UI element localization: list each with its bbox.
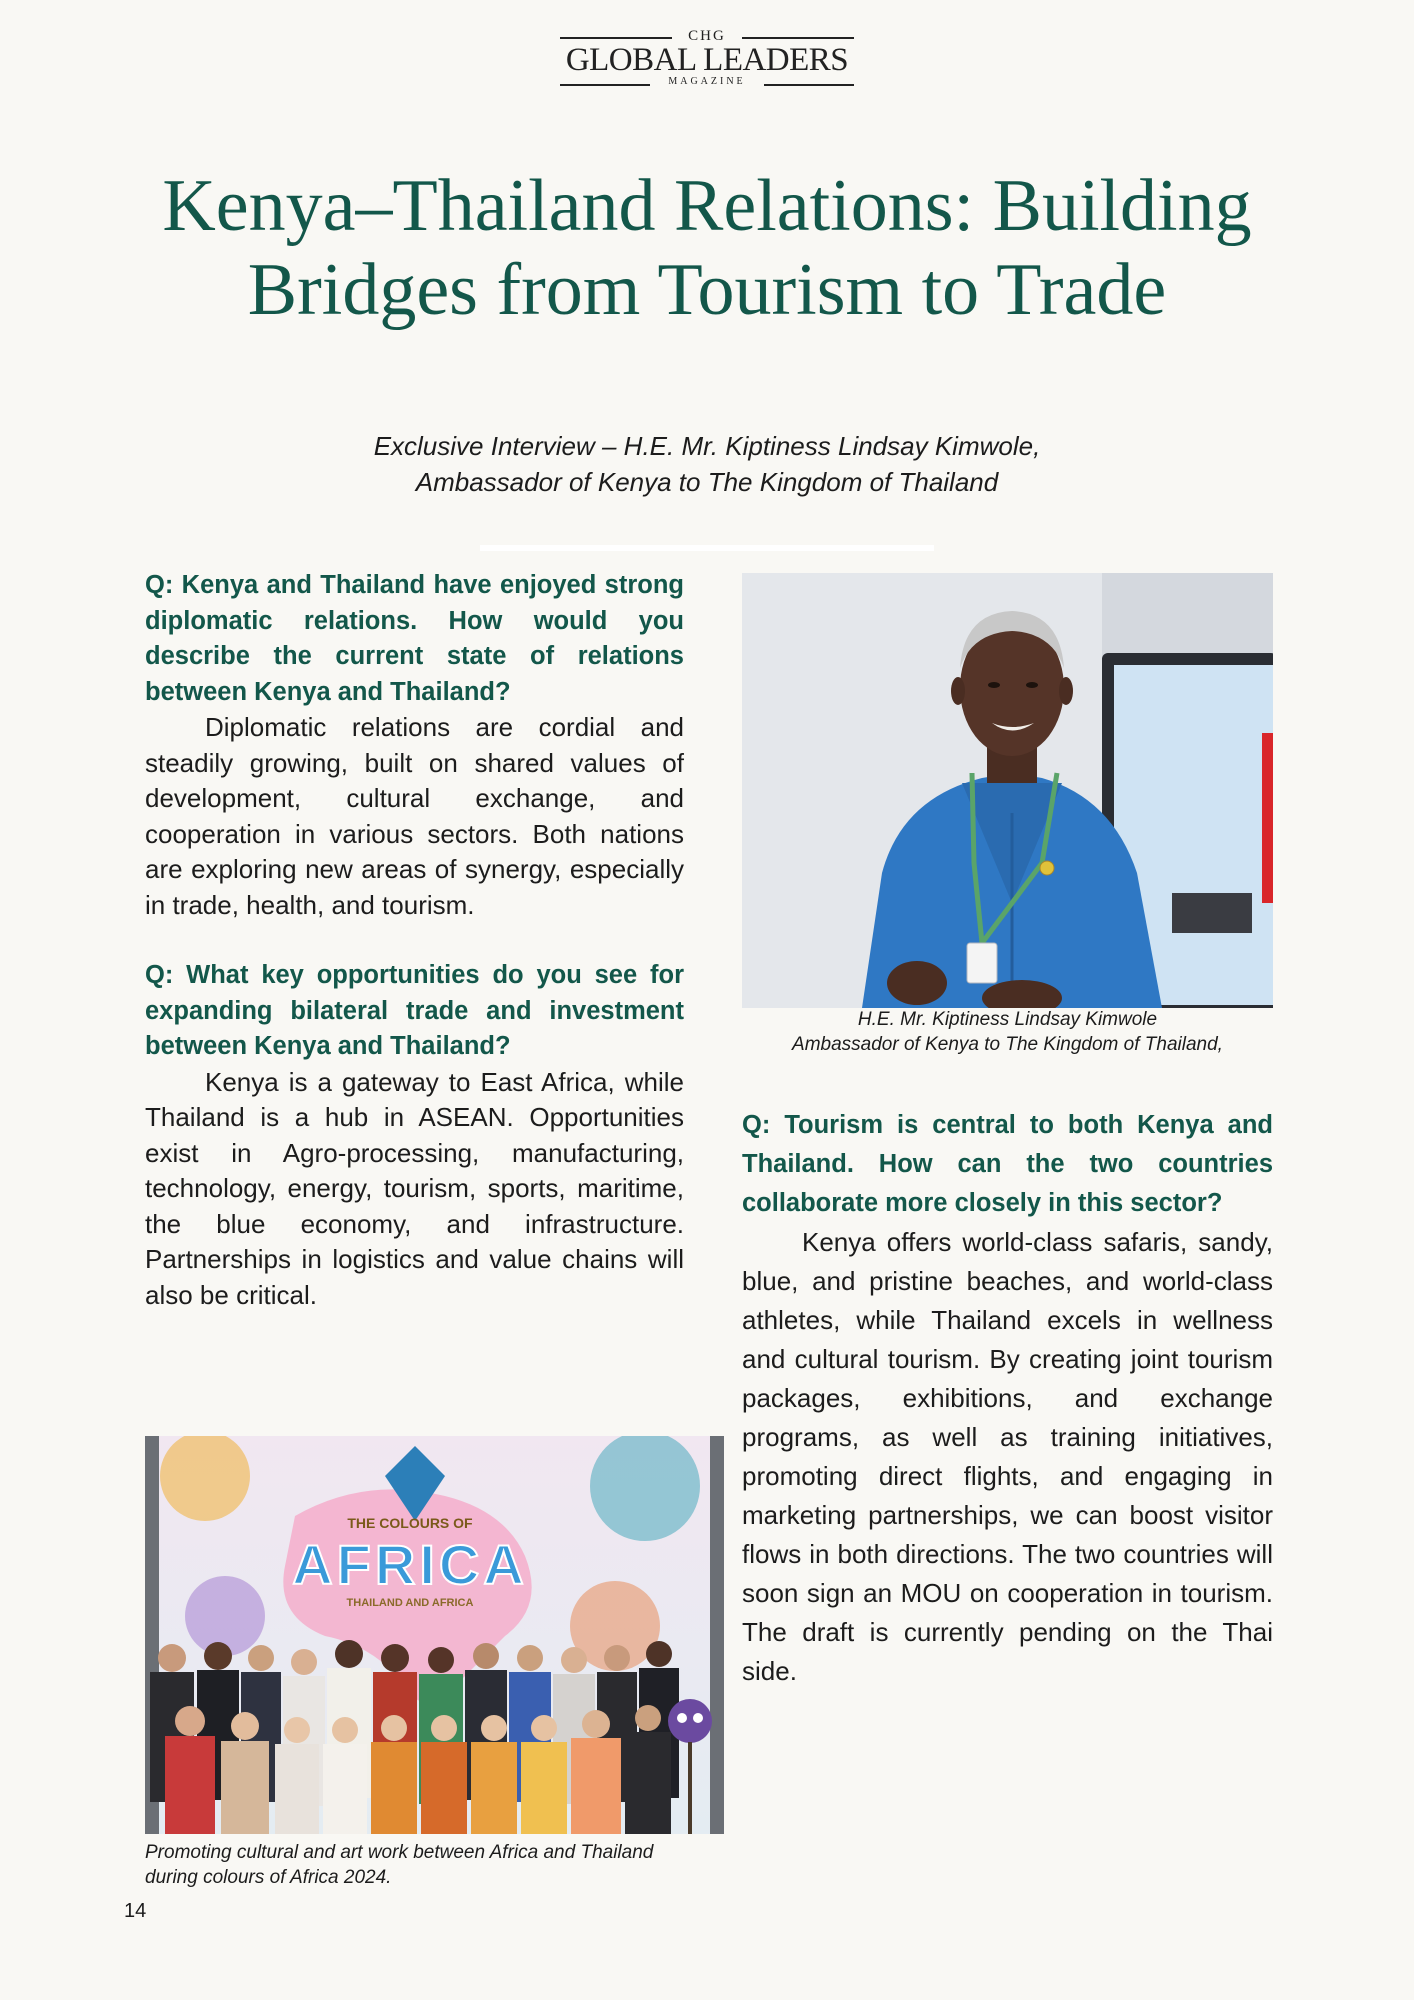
page-number: 14 <box>124 1900 147 1922</box>
banner-sub-text: THAILAND AND AFRICA <box>346 1597 474 1609</box>
banner-big-text: AFRICA <box>292 1533 528 1596</box>
event-caption-line-2: during colours of Africa 2024. <box>145 1867 392 1888</box>
banner-small-text: THE COLOURS OF <box>347 1515 473 1531</box>
title-divider <box>480 545 934 551</box>
ambassador-caption <box>742 1007 1273 1057</box>
left-column <box>145 568 684 1313</box>
ambassador-caption-line-1: H.E. Mr. Kiptiness Lindsay Kimwole <box>857 1009 1158 1030</box>
event-caption-line-1: Promoting cultural and art work between Africa and Thailand <box>145 1842 654 1863</box>
event-illustration <box>145 1436 724 1834</box>
subtitle-line-2: Ambassador of Kenya to The Kingdom of Thailand <box>415 467 999 497</box>
article-subtitle <box>200 428 1214 500</box>
right-column <box>742 1106 1273 1691</box>
question-3: Q: Tourism is central to both Kenya and Thailand. How can the two countries collaborate more closely in this sector? <box>742 1111 1273 1217</box>
masthead-title: GLOBAL LEADERS <box>565 42 849 78</box>
answer-2: Kenya is a gateway to East Africa, while Thailand is a hub in ASEAN. Opportunities exist in Agro-processing, manufacturing, technology, energy, tourism, sports, maritime, the blue economy, and infrastructure. Partnerships in logistics and value chains will also be critical. <box>145 1066 684 1310</box>
answer-3: Kenya offers world-class safaris, sandy, blue, and pristine beaches, and world-class athletes, while Thailand excels in wellness and cultural tourism. By creating joint tourism packages, exhibitions, and exchange programs, as well as training initiatives, promoting direct flights, and engaging in marketing partnerships, we can boost visitor flows in both directions. The two countries will soon sign an MOU on cooperation in tourism. The draft is currently pending on the Thai side. <box>742 1227 1273 1686</box>
magazine-masthead <box>560 26 854 92</box>
event-caption <box>145 1840 765 1890</box>
ambassador-caption-line-2: Ambassador of Kenya to The Kingdom of Thailand, <box>792 1034 1223 1055</box>
question-1: Q: Kenya and Thailand have enjoyed strong diplomatic relations. How would you describe the current state of relations between Kenya and Thailand? <box>145 571 684 706</box>
subtitle-line-1: Exclusive Interview – H.E. Mr. Kiptiness Lindsay Kimwole, <box>373 431 1041 461</box>
masthead-magazine: MAGAZINE <box>668 76 746 87</box>
colours-of-africa-photo <box>145 1436 724 1834</box>
ambassador-illustration <box>742 573 1273 1008</box>
ambassador-photo <box>742 573 1273 1008</box>
article-title: Kenya–Thailand Relations: Building Bridges from Tourism to Trade <box>162 165 1252 331</box>
answer-1: Diplomatic relations are cordial and steadily growing, built on shared values of development, cultural exchange, and cooperation in various sectors. Both nations are exploring new areas of synergy, especially in trade, health, and tourism. <box>145 712 684 920</box>
masthead-chg: CHG <box>688 28 726 44</box>
question-2: Q: What key opportunities do you see for expanding bilateral trade and investment between Kenya and Thailand? <box>145 961 684 1060</box>
